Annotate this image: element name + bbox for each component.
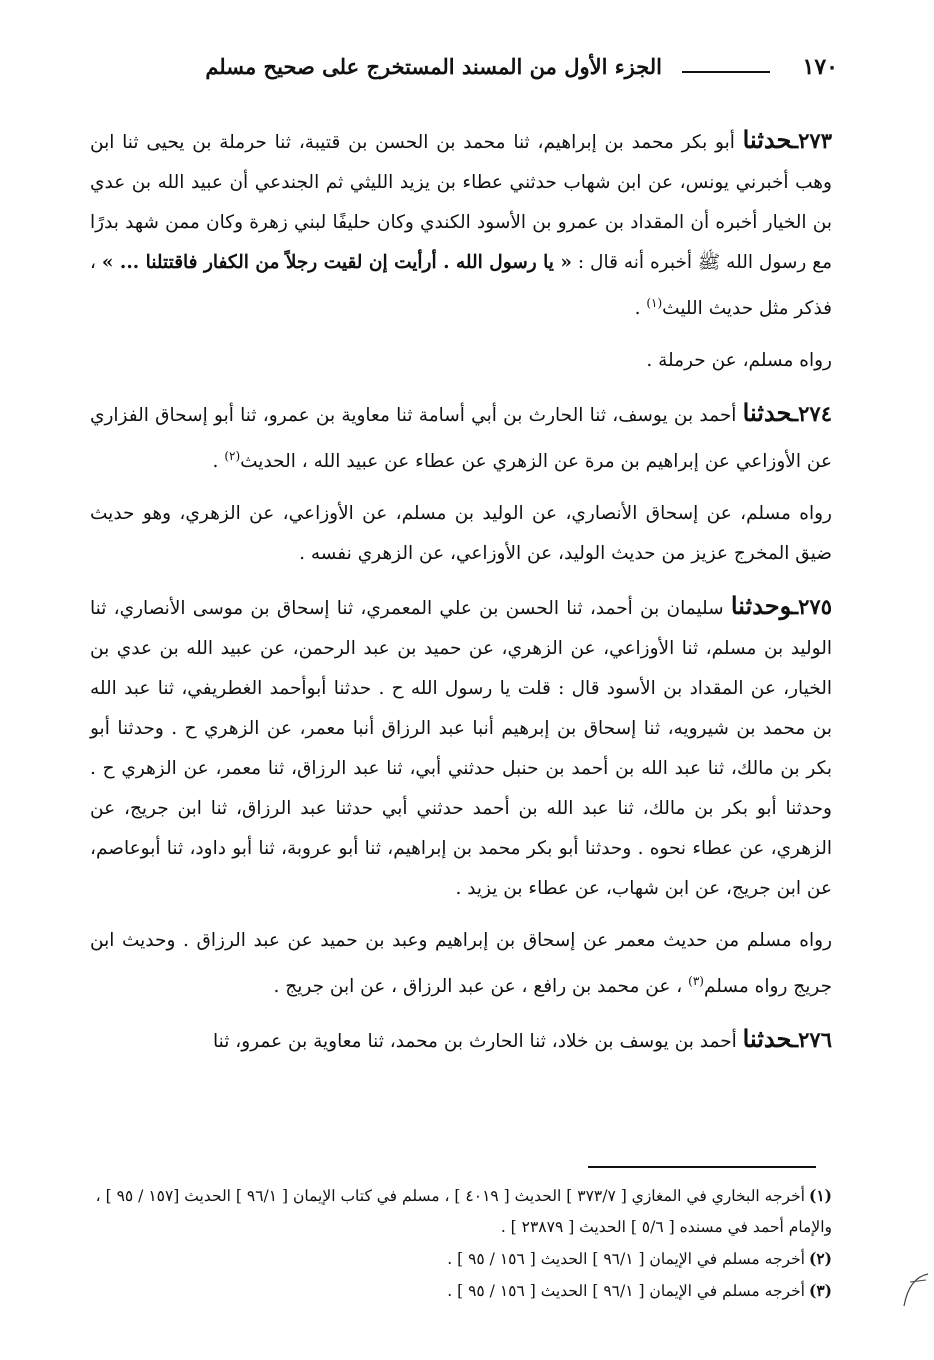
footnote-ref: (٣) xyxy=(688,974,704,989)
margin-pen-mark xyxy=(900,1270,930,1310)
hadith-number: ٢٧٦ـ xyxy=(792,1027,832,1053)
footnote-1 xyxy=(90,1180,832,1243)
hadith-number: ٢٧٥ـ xyxy=(792,594,832,620)
footnote-ref: (٢) xyxy=(224,449,241,464)
commentary-275 xyxy=(90,921,832,1007)
footnote-text: أخرجه مسلم في الإيمان [ ٩٦/١ ] الحديث [ ١٥٦ / ٩٥ ] . xyxy=(447,1250,805,1268)
hadith-end: . xyxy=(212,451,225,473)
commentary-273: رواه مسلم، عن حرملة . xyxy=(646,350,832,372)
header-rule xyxy=(682,71,770,73)
hadith-quote: « يا رسول الله . أرأيت إن لقيت رجلاً من الكفار فاقتتلنا ... » xyxy=(101,252,572,273)
main-text xyxy=(90,120,832,1074)
hadith-text: أحمد بن يوسف، ثنا الحارث بن أبي أسامة ثنا معاوية بن عمرو، ثنا أبو إسحاق الفزاري عن الأوزاعي عن إبراهيم بن مرة عن الزهري عن عطاء عن عبيد الله ، الحديث xyxy=(90,405,832,473)
hadith-text: أبو بكر محمد بن إبراهيم، ثنا محمد بن الحسن بن قتيبة، ثنا حرملة بن يحيى ثنا ابن وهب أخبرني يونس، عن ابن شهاب حدثني عطاء بن يزيد الليثي ثم الجندعي أن عبيد الله بن عدي بن الخيار أخبره أن المقداد بن عمرو بن الأسود الكندي وكان حليفًا لبني زهرة وكان ممن شهد بدرًا مع رسول الله ﷺ أخبره أنه قال : xyxy=(90,132,832,273)
hadith-text: سليمان بن أحمد، ثنا الحسن بن علي المعمري، ثنا إسحاق بن موسى الأنصاري، ثنا الوليد بن مسلم، ثنا الأوزاعي، عن الزهري، عن حميد بن عبد الرحمن، عن عبيد الله بن عدي بن الخيار، عن المقداد بن الأسود قال : قلت يا رسول الله ح . حدثنا أبوأحمد الغطريفي، ثنا عبد الله بن محمد بن شيرويه، ثنا إسحاق بن إبرهيم أنبا عبد الرزاق أنبا معمر، عن الزهري ح . وحدثنا أبو بكر بن مالك، ثنا عبد الله بن أحمد بن حنبل حدثني أبي، ثنا عبد الرزاق، ثنا معمر، عن الزهري ح . وحدثنا أبو بكر بن مالك، ثنا عبد الله بن أحمد حدثني أبي حدثنا عبد الرزاق، ثنا ابن جريج، عن الزهري، عن عطاء نحوه . وحدثنا أبو بكر محمد بن إبراهيم، ثنا أبو عروبة، ثنا أبو داود، ثنا أبوعاصم، عن ابن جريج، عن ابن شهاب، عن عطاء بن يزيد . xyxy=(90,598,832,900)
page-number: ١٧٠ xyxy=(802,54,838,80)
hadith-number: ٢٧٤ـ xyxy=(792,401,832,427)
hadith-tail: ، فذكر مثل حديث الليث xyxy=(90,252,832,320)
commentary-text-a: رواه مسلم من حديث معمر عن إسحاق بن إبراهيم وعبد بن حميد عن عبد الرزاق . وحديث ابن جريج رواه مسلم xyxy=(90,930,832,998)
footnote-text: أخرجه مسلم في الإيمان [ ٩٦/١ ] الحديث [ ١٥٦ / ٩٥ ] . xyxy=(447,1282,805,1300)
hadith-273 xyxy=(90,120,832,329)
hadith-274 xyxy=(90,393,832,482)
footnote-3 xyxy=(90,1275,832,1307)
running-title: الجزء الأول من المسند المستخرج على صحيح مسلم xyxy=(205,54,662,79)
hadith-275 xyxy=(90,586,832,909)
commentary-text-b: ، عن محمد بن رافع ، عن عبد الرزاق ، عن ابن جريج . xyxy=(273,976,689,998)
footnote-number: (٣) xyxy=(808,1281,832,1300)
commentary-274: رواه مسلم، عن إسحاق الأنصاري، عن الوليد بن مسلم، عن الأوزاعي، عن الزهري، وهو حديث ضيق المخرج عزيز من حديث الوليد، عن الأوزاعي، عن الزهري نفسه . xyxy=(90,503,832,565)
hadith-text: أحمد بن يوسف بن خلاد، ثنا الحارث بن محمد، ثنا معاوية بن عمرو، ثنا xyxy=(213,1031,743,1053)
hadith-number: ٢٧٣ـ xyxy=(792,128,832,153)
hadith-lead-word: وحدثنا xyxy=(730,591,792,621)
footnote-number: (٢) xyxy=(808,1249,832,1268)
footnote-2 xyxy=(90,1243,832,1275)
footnote-separator xyxy=(588,1166,816,1168)
footnote-text: أخرجه البخاري في المغازي [ ٣٧٣/٧ ] الحديث [ ٤٠١٩ ] ، مسلم في كتاب الإيمان [ ٩٦/١ ] الحديث [١٥٧ / ٩٥ ] ، والإمام أحمد في مسنده [ ٥/٦ ] الحديث [ ٢٣٨٧٩ ] . xyxy=(95,1187,832,1236)
hadith-lead-word: حدثنا xyxy=(742,1024,792,1054)
page-header xyxy=(90,52,850,92)
hadith-276 xyxy=(90,1019,832,1062)
footnote-number: (١) xyxy=(808,1186,832,1205)
footnote-ref: (١) xyxy=(646,296,663,310)
hadith-end: . xyxy=(634,298,647,320)
hadith-lead-word: حدثنا xyxy=(742,125,792,154)
footnotes xyxy=(90,1180,832,1307)
hadith-lead-word: حدثنا xyxy=(742,398,792,428)
